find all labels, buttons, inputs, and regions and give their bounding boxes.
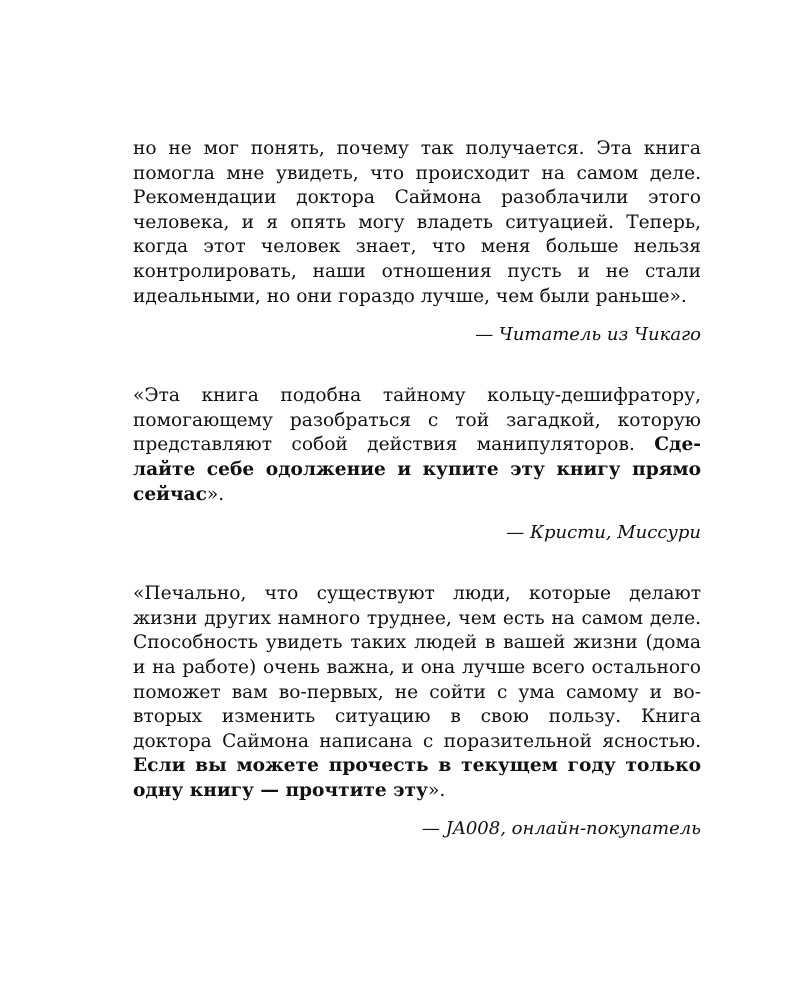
testimonials-page <box>133 137 701 841</box>
testimonial-3-attribution: — JA008, онлайн-покупатель <box>421 818 701 840</box>
testimonial-2-text <box>133 384 701 507</box>
testimonial-2-attribution: — Кристи, Миссури <box>506 522 701 544</box>
testimonial-3-tail: ». <box>427 779 446 801</box>
testimonial-3-bold: Если вы можете прочесть в текущем году только одну книгу — прочтите эту <box>133 755 701 801</box>
testimonial-3-body: «Печально, что существуют люди, которые делают жизни других намного труднее, чем есть на самом деле. Способность увидеть таких людей в вашей жизни (дома и на работе) очень важна, и она лучше всего остального поможет вам во-первых, не сойти с ума самому и во-вторых изменить ситуацию в свою пользу. Книга доктора Саймона написана с поразительной ясностью. <box>133 583 701 752</box>
testimonial-1-attribution: — Читатель из Чикаго <box>475 324 701 346</box>
testimonial-2-tail: ». <box>206 483 225 505</box>
testimonial-1-body: но не мог понять, почему так получается. Эта книга помогла мне увидеть, что происходит на самом деле. Рекомендации доктора Саймона разоблачили этого человека, и я опять могу владеть ситуацией. Теперь, когда этот человек знает, что меня больше нельзя контролировать, наши отношения пусть и не стали идеальными, но они гораздо лучше, чем были раньше». <box>133 138 701 307</box>
testimonial-1-text <box>133 137 701 309</box>
testimonial-2-bold: Сделайте себе одолжение и купите эту книгу прямо сейчас <box>133 434 701 505</box>
testimonial-2-body: «Эта книга подобна тайному кольцу-дешифратору, помогающему разобраться с той загадкой, которую представляют собой действия манипуляторов. <box>133 385 701 456</box>
testimonial-3-text <box>133 582 701 803</box>
